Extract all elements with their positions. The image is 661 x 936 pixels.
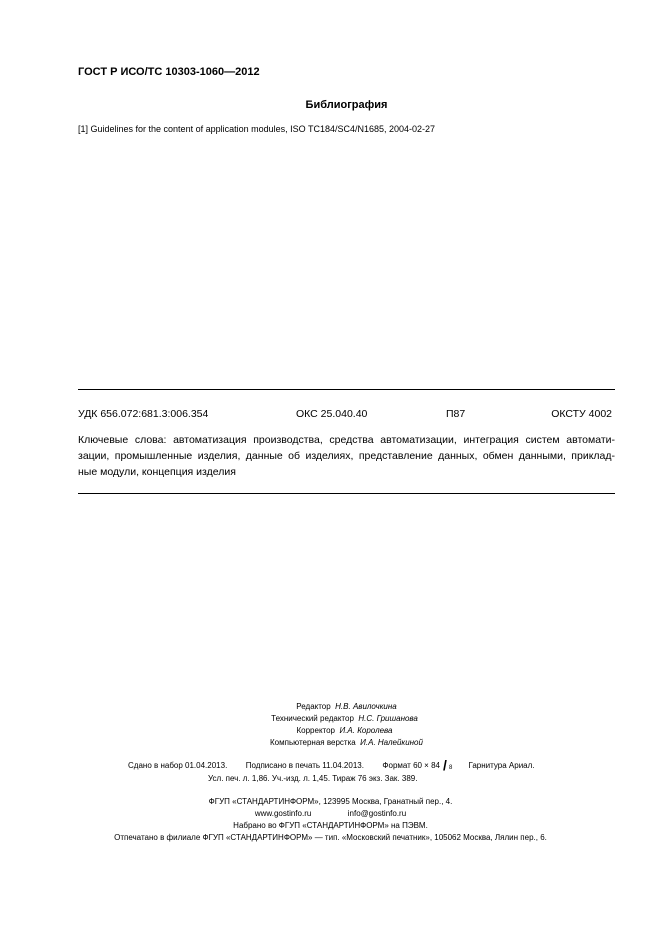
credit-role: Редактор xyxy=(296,702,331,711)
udk-code: УДК 656.072:681.3:006.354 xyxy=(78,408,209,420)
publishing-line-2: Усл. печ. л. 1,86. Уч.-изд. л. 1,45. Тираж 76 экз. Зак. 389. xyxy=(208,774,418,783)
format-fraction: / 8 xyxy=(442,757,453,773)
credit-name: И.А. Королева xyxy=(339,726,393,735)
publishing-line-1 xyxy=(128,757,535,773)
footer-contacts xyxy=(0,809,661,818)
document-code: ГОСТ Р ИСО/ТС 10303-1060—2012 xyxy=(78,66,260,78)
keywords-block xyxy=(78,432,615,480)
bibliography-entry: [1] Guidelines for the content of application modules, ISO TC184/SC4/N1685, 2004-02-27 xyxy=(78,124,436,134)
bibliography-section xyxy=(0,95,661,113)
credit-editor xyxy=(0,702,661,711)
credit-name: И.А. Налейкиной xyxy=(360,738,423,747)
credit-tech-editor xyxy=(0,714,661,723)
bottom-divider xyxy=(78,493,615,494)
oks-code: ОКС 25.040.40 xyxy=(296,408,368,420)
p-code: П87 xyxy=(446,408,466,420)
footer-typeset: Набрано во ФГУП «СТАНДАРТИНФОРМ» на ПЭВМ. xyxy=(233,821,428,830)
credit-role: Технический редактор xyxy=(271,714,354,723)
keywords-line: ные модули, концепция изделия xyxy=(78,466,236,478)
credit-name: Н.С. Гришанова xyxy=(358,714,418,723)
keywords-line: Ключевые слова: автоматизация производства, средства автоматизации, интеграция систем автомати- xyxy=(78,434,615,446)
font-info: Гарнитура Ариал. xyxy=(468,761,535,771)
credit-layout xyxy=(0,738,661,747)
bibliography-title: Библиография xyxy=(305,99,388,111)
credit-name: Н.В. Авилочкина xyxy=(335,702,397,711)
okstu-code: ОКСТУ 4002 xyxy=(551,408,612,420)
signed-date: Подписано в печать 11.04.2013. xyxy=(245,761,364,771)
credit-role: Компьютерная верстка xyxy=(270,738,356,747)
email-link[interactable]: info@gostinfo.ru xyxy=(347,809,407,818)
credit-role: Корректор xyxy=(296,726,336,735)
footer-printed: Отпечатано в филиале ФГУП «СТАНДАРТИНФОРМ» — тип. «Московский печатник», 105062 Москва, Лялин пер., 6. xyxy=(114,833,547,842)
credit-corrector xyxy=(0,726,661,735)
top-divider xyxy=(78,389,615,390)
website-link[interactable]: www.gostinfo.ru xyxy=(254,809,312,818)
keywords-line: зации, промышленные изделия, данные об изделиях, представление данных, обмен данными, приклад- xyxy=(78,450,615,462)
format-info: Формат 60 × 84 xyxy=(382,761,440,771)
footer-address: ФГУП «СТАНДАРТИНФОРМ», 123995 Москва, Гранатный пер., 4. xyxy=(208,797,453,806)
sent-date: Сдано в набор 01.04.2013. xyxy=(128,761,228,771)
